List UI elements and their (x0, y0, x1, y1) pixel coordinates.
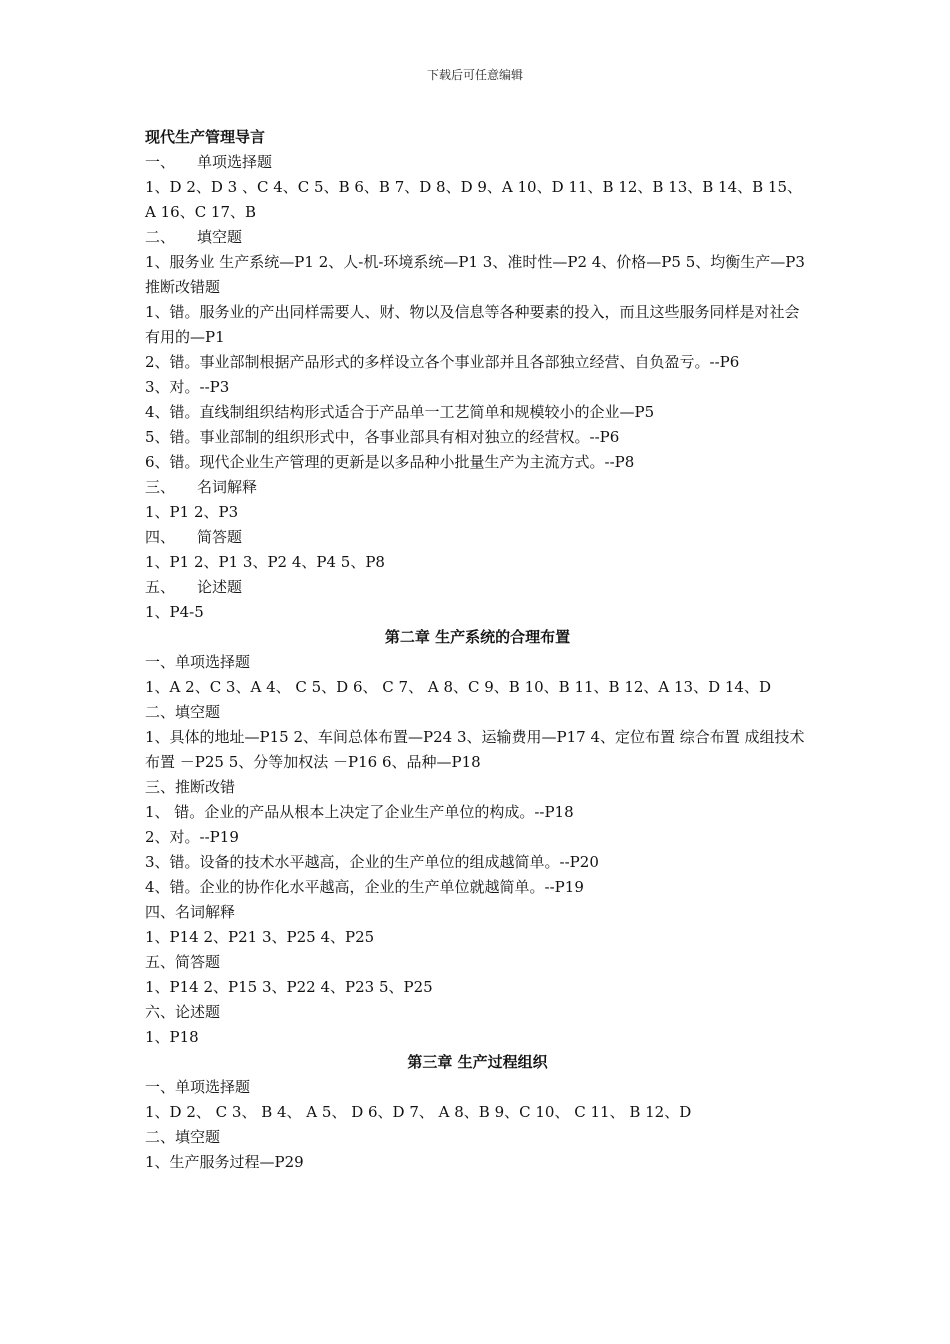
answer-line: 1、服务业 生产系统—P1 2、人-机-环境系统—P1 3、准时性—P2 4、价格—P5 5、均衡生产—P3 (145, 253, 805, 271)
answer-line: 2、错。事业部制根据产品形式的多样设立各个事业部并且各部独立经营、自负盈亏。--P6 (145, 353, 740, 371)
chapter-3-title: 第三章 生产过程组织 (407, 1053, 548, 1071)
intro-title: 现代生产管理导言 (145, 128, 266, 146)
answer-line: 3、对。--P3 (145, 378, 230, 396)
answer-line: 1、P14 2、P21 3、P25 4、P25 (145, 928, 375, 946)
section-heading: 六、论述题 (145, 1003, 221, 1021)
answer-line: 2、对。--P19 (145, 828, 239, 846)
answer-line: 1、生产服务过程—P29 (145, 1153, 304, 1171)
answer-line: 1、D 2、D 3 、C 4、C 5、B 6、B 7、D 8、D 9、A 10、D 11、B 12、B 13、B 14、B 15、A 16、C 17、B (145, 178, 802, 221)
section-heading: 三、 名词解释 (145, 478, 258, 496)
section-heading: 二、 填空题 (145, 228, 243, 246)
section-heading: 一、 单项选择题 (145, 153, 273, 171)
answer-line: 1、P1 2、P3 (145, 503, 239, 521)
answer-line: 1、 错。企业的产品从根本上决定了企业生产单位的构成。--P18 (145, 803, 574, 821)
document-body (145, 125, 810, 1175)
section-heading: 三、推断改错 (145, 778, 236, 796)
section-heading: 推断改错题 (145, 278, 221, 296)
page-header: 下载后可任意编辑 (426, 68, 523, 82)
section-heading: 五、简答题 (145, 953, 221, 971)
answer-line: 4、错。直线制组织结构形式适合于产品单一工艺简单和规模较小的企业—P5 (145, 403, 655, 421)
answer-line: 1、错。服务业的产出同样需要人、财、物以及信息等各种要素的投入，而且这些服务同样是对社会有用的—P1 (145, 303, 800, 346)
answer-line: 3、错。设备的技术水平越高，企业的生产单位的组成越简单。--P20 (145, 853, 599, 871)
answer-line: 1、D 2、 C 3、 B 4、 A 5、 D 6、D 7、 A 8、B 9、C 10、 C 11、 B 12、D (145, 1103, 692, 1121)
section-heading: 二、填空题 (145, 703, 221, 721)
answer-line: 1、P4-5 (145, 603, 204, 621)
section-heading: 五、 论述题 (145, 578, 243, 596)
section-heading: 一、单项选择题 (145, 1078, 251, 1096)
chapter-2-title: 第二章 生产系统的合理布置 (384, 628, 571, 646)
answer-line: 5、错。事业部制的组织形式中，各事业部具有相对独立的经营权。--P6 (145, 428, 620, 446)
section-heading: 二、填空题 (145, 1128, 221, 1146)
section-heading: 一、单项选择题 (145, 653, 251, 671)
answer-line: 4、错。企业的协作化水平越高，企业的生产单位就越简单。--P19 (145, 878, 584, 896)
section-heading: 四、名词解释 (145, 903, 236, 921)
answer-line: 6、错。现代企业生产管理的更新是以多品种小批量生产为主流方式。--P8 (145, 453, 635, 471)
answer-line: 1、P14 2、P15 3、P22 4、P23 5、P25 (145, 978, 433, 996)
section-heading: 四、 简答题 (145, 528, 243, 546)
answer-line: 1、P18 (145, 1028, 199, 1046)
answer-line: 1、A 2、C 3、A 4、 C 5、D 6、 C 7、 A 8、C 9、B 10、B 11、B 12、A 13、D 14、D (145, 678, 772, 696)
answer-line: 1、具体的地址—P15 2、车间总体布置—P24 3、运输费用—P17 4、定位布置 综合布置 成组技术布置 －P25 5、分等加权法 －P16 6、品种—P18 (145, 728, 805, 771)
answer-line: 1、P1 2、P1 3、P2 4、P4 5、P8 (145, 553, 385, 571)
